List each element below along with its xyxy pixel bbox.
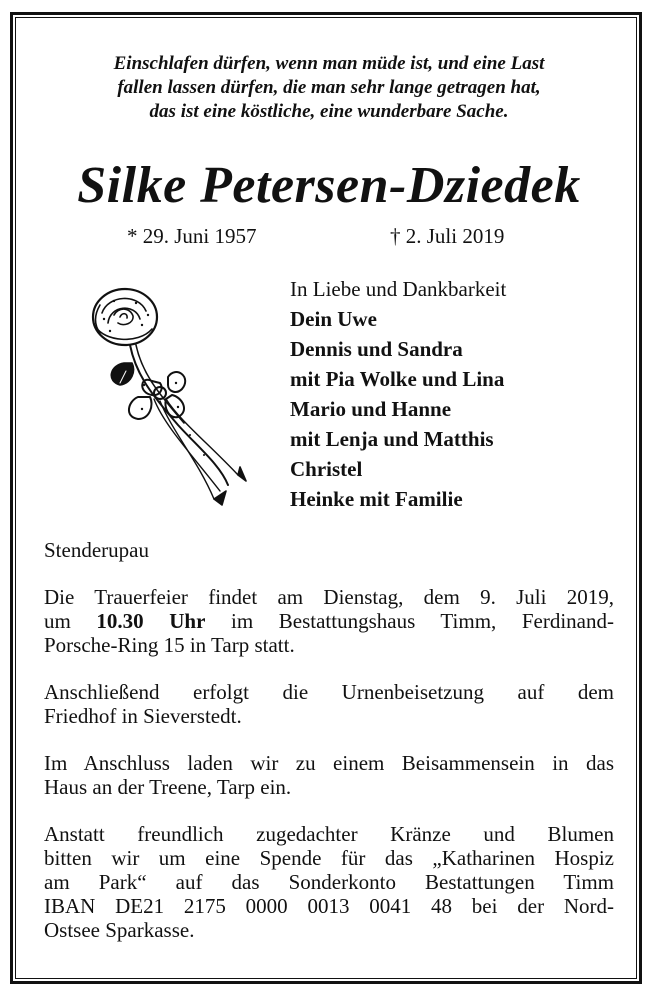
- gathering-paragraph: [44, 751, 614, 799]
- service-time: 10.30 Uhr: [96, 609, 206, 633]
- paragraph-line: Anschließend erfolgt die Urnenbeisetzung auf dem: [44, 680, 614, 704]
- paragraph-line: Friedhof in Sieverstedt.: [44, 704, 242, 728]
- place-text: Stenderupau: [44, 538, 149, 562]
- donation-paragraph: [44, 822, 614, 942]
- mourner-name: Mario und Hanne: [290, 397, 452, 421]
- paragraph-line: Im Anschluss laden wir zu einem Beisammensein in das: [44, 751, 614, 775]
- death-date: † 2. Juli 2019: [390, 224, 505, 248]
- mourner-name: mit Pia Wolke und Lina: [290, 367, 505, 391]
- paragraph-line: IBAN DE21 2175 0000 0013 0041 48 bei der Nord-: [44, 894, 614, 918]
- deceased-name: Silke Petersen-Dziedek: [77, 157, 581, 214]
- rose-icon: [80, 285, 250, 510]
- motto-line: fallen lassen dürfen, die man sehr lange getragen hat,: [117, 77, 541, 98]
- paragraph-line: Anstatt freundlich zugedachter Kränze und Blumen: [44, 822, 614, 846]
- mourner-name: Christel: [290, 457, 363, 481]
- paragraph-line: Porsche-Ring 15 in Tarp statt.: [44, 633, 295, 657]
- mourner-name: Heinke mit Familie: [290, 487, 463, 511]
- paragraph-line: Haus an der Treene, Tarp ein.: [44, 775, 292, 799]
- mourners-intro: In Liebe und Dankbarkeit: [290, 277, 507, 301]
- paragraph-text: im Bestattungshaus Timm, Ferdinand-: [231, 609, 614, 633]
- mourner-name: Dennis und Sandra: [290, 337, 463, 361]
- motto-line: das ist eine köstliche, eine wunderbare Sache.: [149, 101, 509, 122]
- motto-verse: [40, 52, 618, 124]
- birth-date: * 29. Juni 1957: [127, 224, 257, 248]
- mourner-name: mit Lenja und Matthis: [290, 427, 494, 451]
- mourners-list: [290, 274, 506, 514]
- paragraph-line: Die Trauerfeier findet am Dienstag, dem 9. Juli 2019,: [44, 585, 614, 609]
- paragraph-line: bitten wir um eine Spende für das „Katharinen Hospiz: [44, 846, 614, 870]
- paragraph-line: am Park“ auf das Sonderkonto Bestattungen Timm: [44, 870, 614, 894]
- place-name: [44, 538, 614, 562]
- funeral-service-paragraph: [44, 585, 614, 657]
- paragraph-text: um: [44, 609, 71, 633]
- motto-line: Einschlafen dürfen, wenn man müde ist, und eine Last: [113, 53, 545, 74]
- paragraph-line-time: [44, 609, 614, 633]
- paragraph-line: Ostsee Sparkasse.: [44, 918, 195, 942]
- burial-paragraph: [44, 680, 614, 728]
- mourner-name: Dein Uwe: [290, 307, 377, 331]
